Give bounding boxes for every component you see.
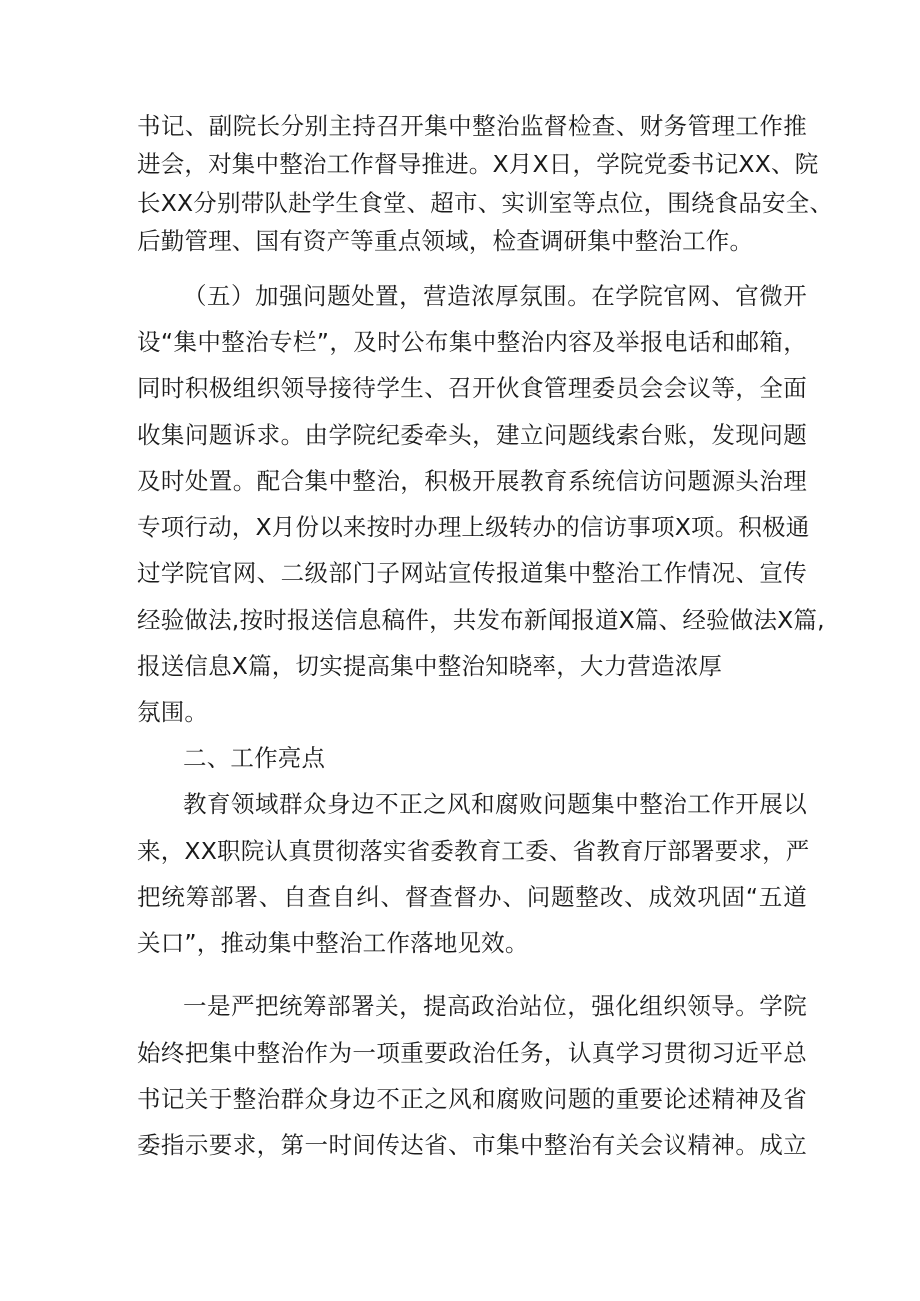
body-text-line: 书记关于整治群众身边不正之风和腐败问题的重要论述精神及省 <box>137 1085 807 1113</box>
body-text-line: 专项行动，X月份以来按时办理上级转办的信访事项X项。积极通 <box>137 513 810 541</box>
body-text-line: 过学院官网、二级部门子网站宣传报道集中整治工作情况、宣传 <box>137 559 807 587</box>
body-text-line: 教育领域群众身边不正之风和腐败问题集中整治工作开展以 <box>183 790 807 818</box>
body-text-line: 一是严把统筹部署关，提高政治站位，强化组织领导。学院 <box>183 992 807 1020</box>
section-heading: 二、工作亮点 <box>183 744 326 772</box>
body-text-line: 委指示要求，第一时间传达省、市集中整治有关会议精神。成立 <box>137 1131 807 1159</box>
body-text-line: 及时处置。配合集中整治，积极开展教育系统信访问题源头治理 <box>137 467 807 495</box>
body-text-line: 书记、副院长分别主持召开集中整治监督检查、财务管理工作推 <box>137 112 807 140</box>
body-text-line: 来，XX职院认真贯彻落实省委教育工委、省教育厅部署要求，严 <box>137 837 810 865</box>
body-text-line: 始终把集中整治作为一项重要政治任务，认真学习贯彻习近平总 <box>137 1039 807 1067</box>
paragraph-heading-line: （五）加强问题处置，营造浓厚氛围。在学院官网、官微开 <box>183 282 807 310</box>
body-text-line: 收集问题诉求。由学院纪委牵头，建立问题线索台账，发现问题 <box>137 421 807 449</box>
body-text-line: 经验做法,按时报送信息稿件，共发布新闻报道X篇、经验做法X篇, <box>137 606 825 634</box>
body-text-line: 报送信息X篇，切实提高集中整治知晓率，大力营造浓厚 <box>137 652 723 680</box>
body-text-line: 长XX分别带队赴学生食堂、超市、实训室等点位，围绕食品安全、 <box>137 189 834 217</box>
body-text-line: 同时积极组织领导接待学生、召开伙食管理委员会会议等，全面 <box>137 374 807 402</box>
body-text-line: 关口”，推动集中整治工作落地见效。 <box>137 929 529 957</box>
body-text-line: 后勤管理、国有资产等重点领域，检查调研集中整治工作。 <box>137 227 754 255</box>
body-text-line: 设“集中整治专栏”，及时公布集中整治内容及举报电话和邮箱， <box>137 328 807 356</box>
body-text-line: 把统筹部署、自查自纠、督查督办、问题整改、成效巩固“五道 <box>137 883 807 911</box>
body-text-line: 进会，对集中整治工作督导推进。X月X日，学院党委书记XX、院 <box>137 150 819 178</box>
body-text-line: 氛围。 <box>137 698 209 726</box>
